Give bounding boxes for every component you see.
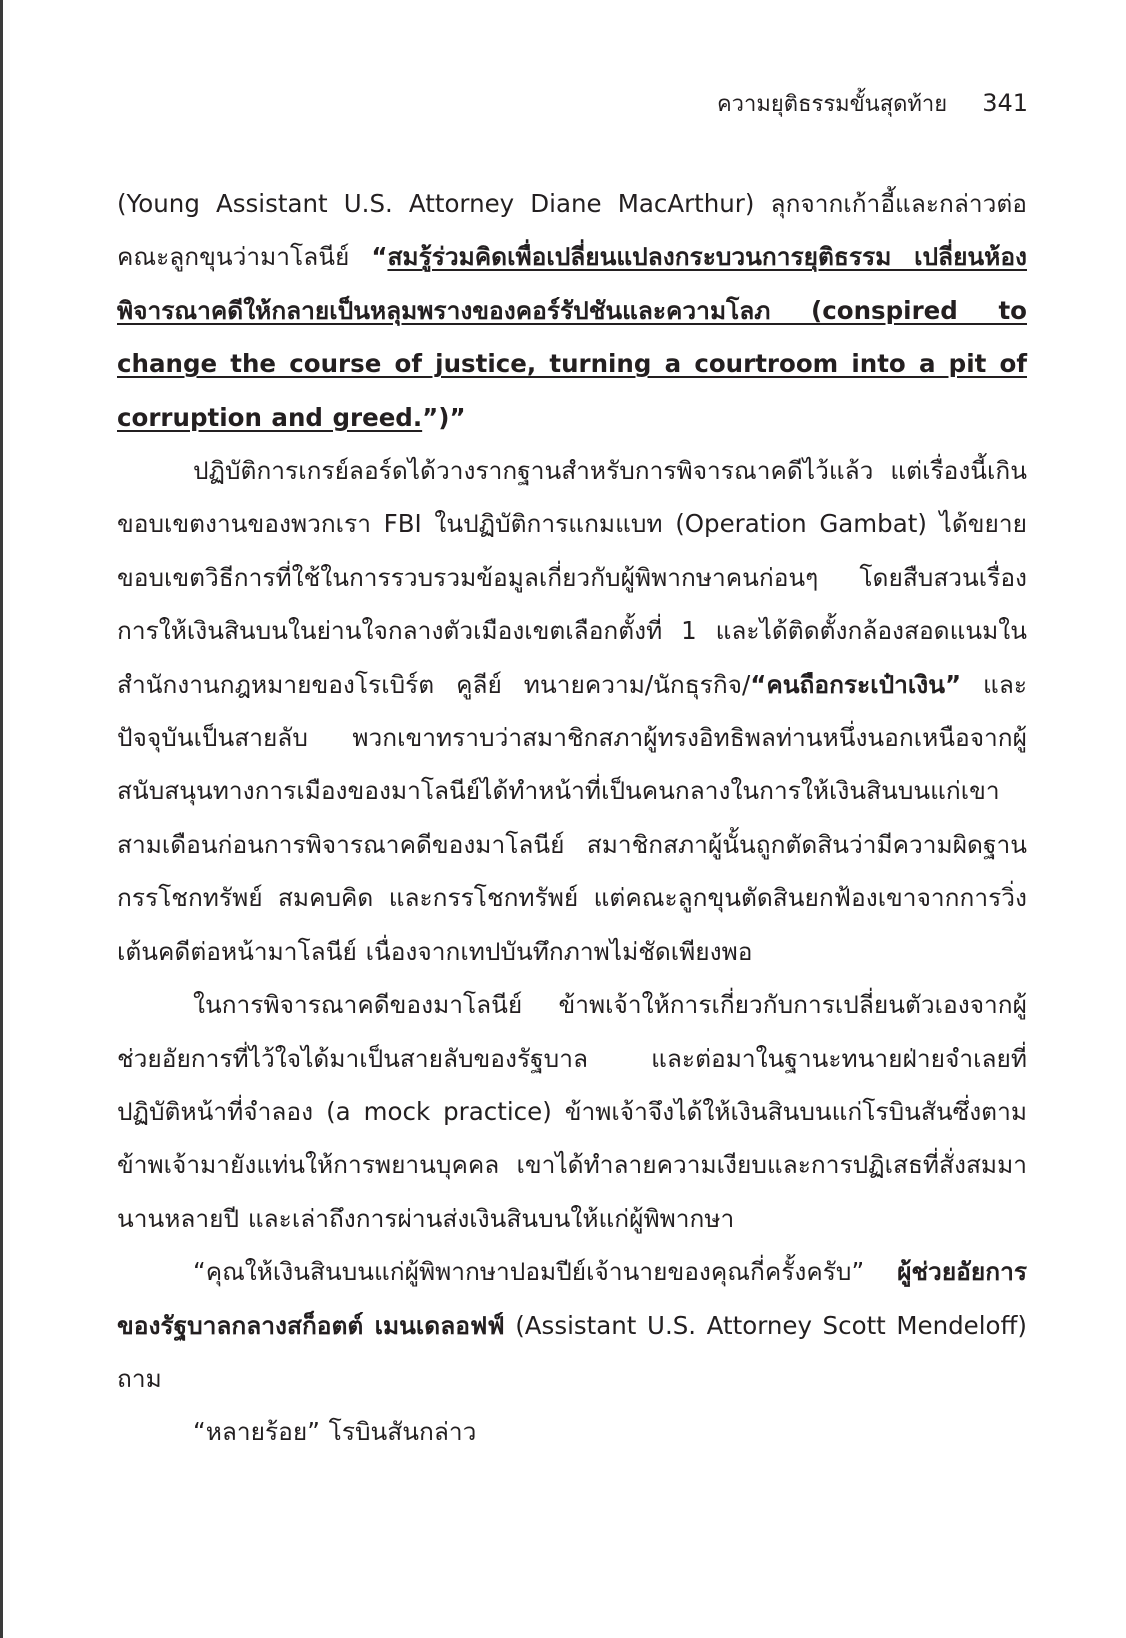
paragraph-text-part2: และปัจจุบันเป็นสายลับ พวกเขาทราบว่าสมาชิกสภาผู้ทรงอิทธิพลท่านหนึ่งนอกเหนือจากผู้สนับสนุนทางการเมืองของมาโลนีย์ได้ทำหน้าที่เป็นคนกลางในการให้เงินสินบนแก่เขา สามเดือนก่อนการพิจารณาคดีของมาโลนีย์ สมาชิกสภาผู้นั้นถูกตัดสินว่ามีความผิดฐานกรรโชกทรัพย์ สมคบคิด และกรรโชกทรัพย์ แต่คณะลูกขุนตัดสินยกฟ้องเขาจากการวิ่งเต้นคดีต่อหน้ามาโลนีย์ เนื่องจากเทปบันทึกภาพไม่ชัดเพียงพอ <box>117 669 1027 966</box>
paragraph-text: ในการพิจารณาคดีของมาโลนีย์ ข้าพเจ้าให้การเกี่ยวกับการเปลี่ยนตัวเองจากผู้ช่วยอัยการที่ไว้ใจได้มาเป็นสายลับของรัฐบาล และต่อมาในฐานะทนายฝ่ายจำเลยที่ปฏิบัติหน้าที่จำลอง (a mock practice) ข้าพเจ้าจึงได้ให้เงินสินบนแก่โรบินสันซึ่งตามข้าพเจ้ามายังแท่นให้การพยานบุคคล เขาได้ทำลายความเงียบและการปฏิเสธที่สั่งสมมานานหลายปี และเล่าถึงการผ่านส่งเงินสินบนให้แก่ผู้พิพากษา <box>117 990 1027 1233</box>
question-quote: “คุณให้เงินสินบนแก่ผู้พิพากษาปอมปีย์เจ้านายของคุณกี่ครั้งครับ” <box>193 1257 865 1287</box>
running-header <box>717 88 1028 120</box>
conspiracy-quote: สมรู้ร่วมคิดเพื่อเปลี่ยนแปลงกระบวนการยุติธรรม เปลี่ยนห้องพิจารณาคดีให้กลายเป็นหลุมพรางของคอร์รัปชันและความโลภ (conspired to change the course of justice, turning a courtroom into a pit of corruption and greed. <box>117 242 1027 432</box>
paragraph-intro: (Young Assistant U.S. Attorney Diane MacArthur) ลุกจากเก้าอี้และกล่าวต่อคณะลูกขุนว่ามาโลนีย์ <box>117 189 1027 272</box>
quote-close-mark: ”)” <box>422 402 466 432</box>
quote-open-mark: “ <box>371 242 388 272</box>
paragraph-text-part1: ปฏิบัติการเกรย์ลอร์ดได้วางรากฐานสำหรับการพิจารณาคดีไว้แล้ว แต่เรื่องนี้เกินขอบเขตงานของพวกเรา FBI ในปฏิบัติการแกมแบท (Operation Gambat) ได้ขยายขอบเขตวิธีการที่ใช้ในการรวบรวมข้อมูลเกี่ยวกับผู้พิพากษาคนก่อนๆ โดยสืบสวนเรื่องการให้เงินสินบนในย่านใจกลางตัวเมืองเขตเลือกตั้งที่ 1 และได้ติดตั้งกล้องสอดแนมในสำนักงานกฎหมายของโรเบิร์ต คูลีย์ ทนายความ/นักธุรกิจ/ <box>117 456 1027 699</box>
answer-text: “หลายร้อย” โรบินสันกล่าว <box>193 1417 477 1447</box>
paragraph-operation-gambat <box>117 444 1027 978</box>
page-edge-rule <box>0 0 3 1638</box>
speaker-name: ผู้ช่วยอัยการของรัฐบาลกลางสก็อตต์ เมนเดลอฟฟ์ <box>117 1257 1027 1340</box>
body-text <box>117 177 1027 1459</box>
paragraph-macarthur-statement <box>117 177 1027 444</box>
paragraph-mendeloff-question <box>117 1245 1027 1405</box>
chapter-title: ความยุติธรรมขั้นสุดท้าย <box>716 92 948 117</box>
paragraph-maloney-trial <box>117 978 1027 1245</box>
speaker-attribution: (Assistant U.S. Attorney Scott Mendeloff) ถาม <box>117 1310 1027 1393</box>
page-number: 341 <box>982 89 1028 117</box>
bagman-phrase: “คนถือกระเป๋าเงิน” <box>750 669 962 699</box>
paragraph-robinson-answer <box>117 1405 1027 1458</box>
